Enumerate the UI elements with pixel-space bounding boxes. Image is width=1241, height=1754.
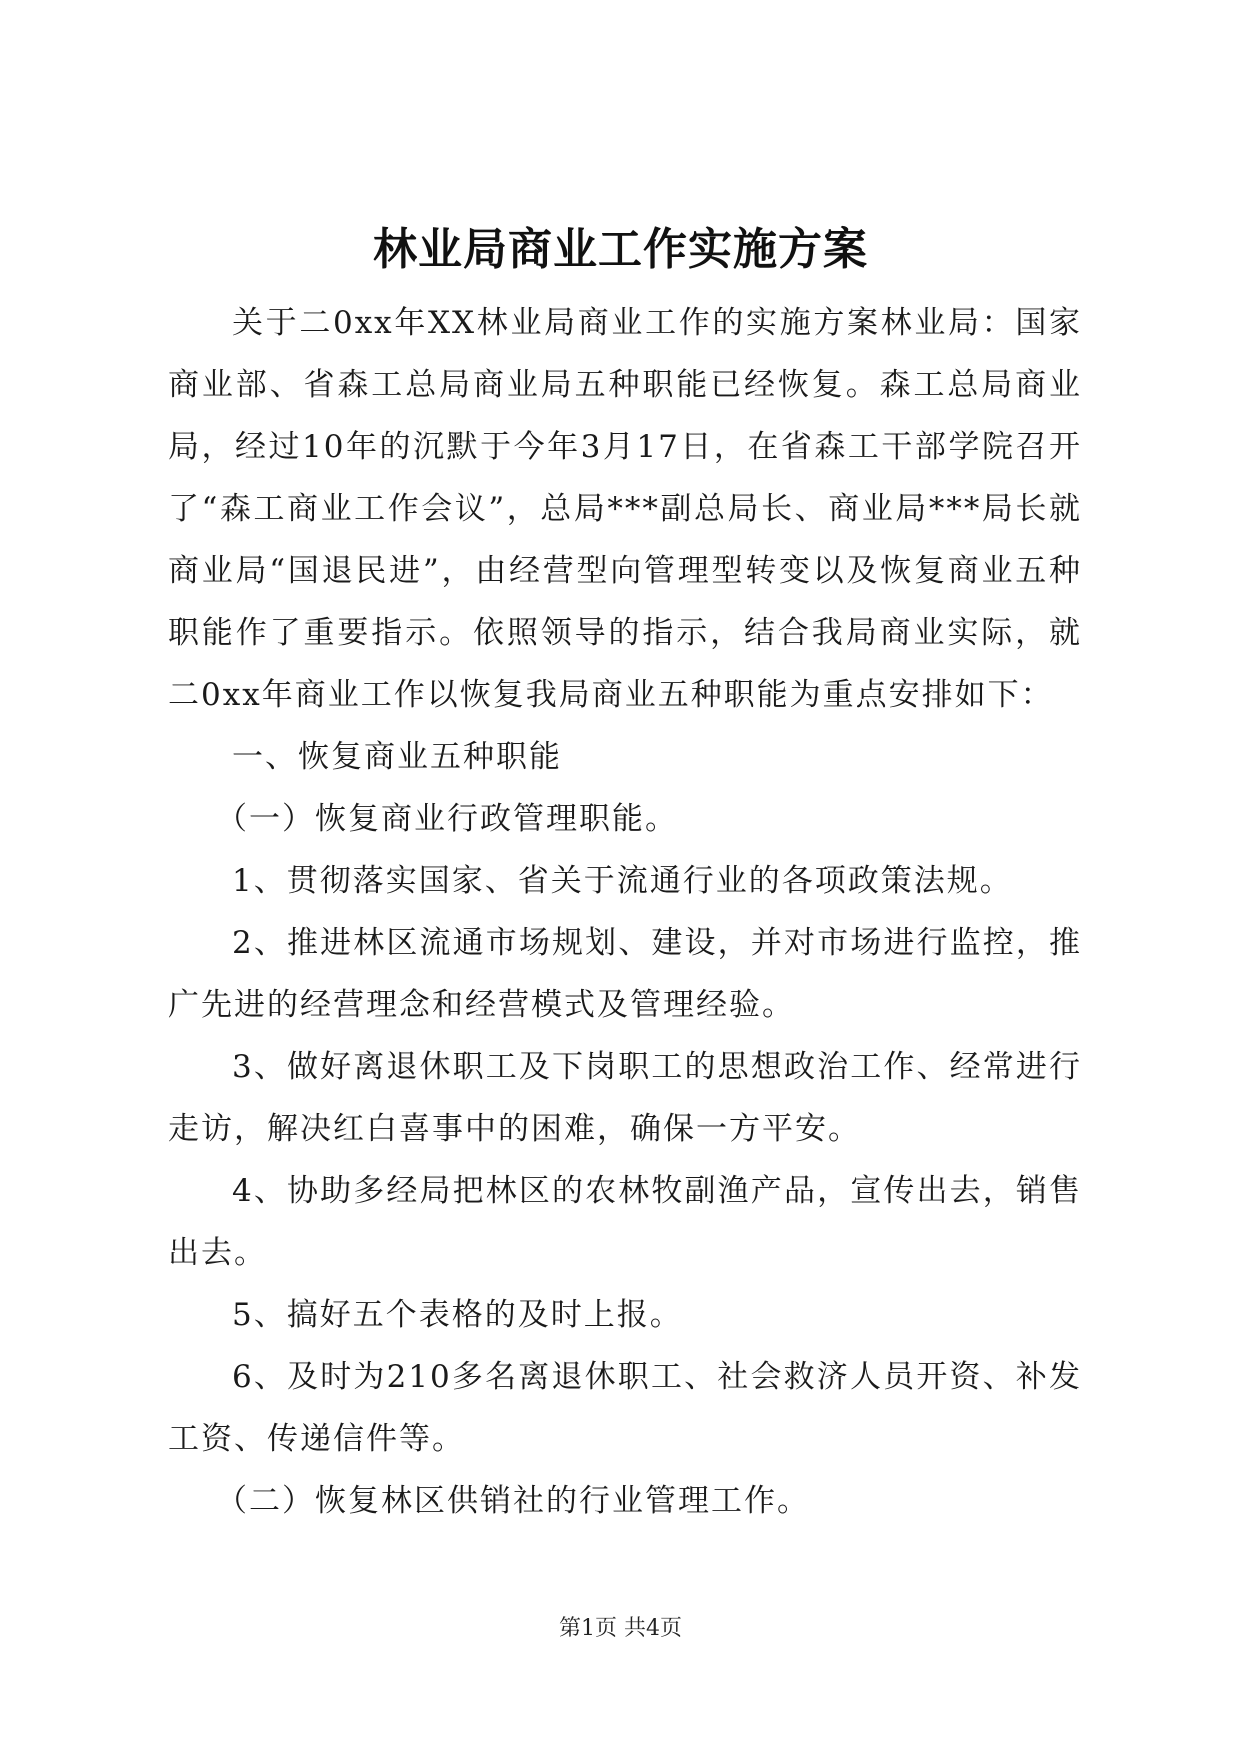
subsection-heading-1: （一）恢复商业行政管理职能。 xyxy=(216,801,678,837)
list-item-3: 3、做好离退休职工及下岗职工的思想政治工作、经常进行走访，解决红白喜事中的困难，确保一方平安。 xyxy=(168,1049,1082,1147)
section-heading-1: 一、恢复商业五种职能 xyxy=(232,739,562,775)
list-item-2: 2、推进林区流通市场规划、建设，并对市场进行监控，推广先进的经营理念和经营模式及管理经验。 xyxy=(168,925,1082,1023)
list-item-5: 5、搞好五个表格的及时上报。 xyxy=(232,1297,683,1333)
document-body xyxy=(168,292,1082,1532)
page-footer: 第1页 共4页 xyxy=(559,1616,682,1641)
subsection-heading-2: （二）恢复林区供销社的行业管理工作。 xyxy=(216,1483,810,1519)
intro-paragraph: 关于二0xx年XX林业局商业工作的实施方案林业局：国家商业部、省森工总局商业局五种职能已经恢复。森工总局商业局，经过10年的沉默于今年3月17日，在省森工干部学院召开了“森工商业工作会议”，总局***副总局长、商业局***局长就商业局“国退民进”，由经营型向管理型转变以及恢复商业五种职能作了重要指示。依照领导的指示，结合我局商业实际，就二0xx年商业工作以恢复我局商业五种职能为重点安排如下： xyxy=(168,305,1082,713)
list-item-1: 1、贯彻落实国家、省关于流通行业的各项政策法规。 xyxy=(232,863,1013,899)
document-title: 林业局商业工作实施方案 xyxy=(373,224,868,275)
list-item-4: 4、协助多经局把林区的农林牧副渔产品，宣传出去，销售出去。 xyxy=(168,1173,1082,1271)
list-item-6: 6、及时为210多名离退休职工、社会救济人员开资、补发工资、传递信件等。 xyxy=(168,1359,1082,1457)
